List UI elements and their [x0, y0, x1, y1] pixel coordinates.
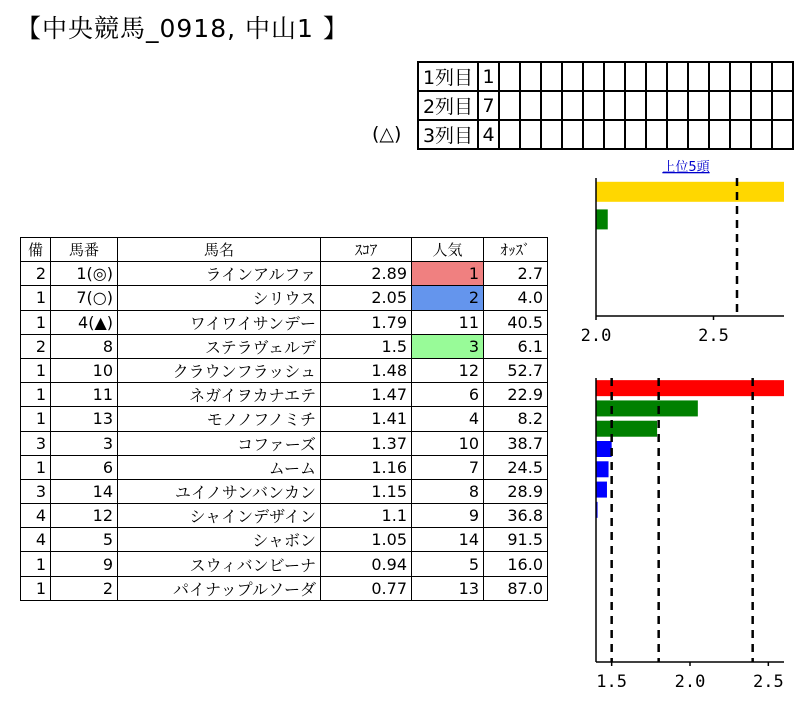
cell-bi: 2 — [21, 262, 51, 286]
cell-name: ラインアルファ — [118, 262, 321, 286]
cell-number: 13 — [51, 407, 118, 431]
cell-name: ネガイヲカナエテ — [118, 383, 321, 407]
pick-label: 1列目 — [418, 62, 478, 91]
cell-bi: 1 — [21, 552, 51, 576]
cell-bi: 1 — [21, 455, 51, 479]
header-score: ｽｺｱ — [321, 238, 412, 262]
cell-popularity: 8 — [412, 479, 484, 503]
cell-popularity: 1 — [412, 262, 484, 286]
cell-popularity: 2 — [412, 286, 484, 310]
cell-popularity: 5 — [412, 552, 484, 576]
header-number: 馬番 — [51, 238, 118, 262]
bar — [596, 421, 657, 437]
header-popularity: 人気 — [412, 238, 484, 262]
header-bi: 備 — [21, 238, 51, 262]
cell-odds: 8.2 — [484, 407, 548, 431]
x-tick-label: 1.5 — [596, 672, 628, 692]
cell-odds: 2.7 — [484, 262, 548, 286]
header-name: 馬名 — [118, 238, 321, 262]
cell-bi: 1 — [21, 407, 51, 431]
cell-number: 4(▲) — [51, 310, 118, 334]
cell-popularity: 12 — [412, 358, 484, 382]
cell-score: 1.79 — [321, 310, 412, 334]
pick-value: 7 — [478, 91, 499, 120]
page-title: 【中央競馬_0918, 中山1 】 — [16, 14, 349, 43]
cell-name: シリウス — [118, 286, 321, 310]
cell-popularity: 10 — [412, 431, 484, 455]
pick-label: 2列目 — [418, 91, 478, 120]
cell-name: シャボン — [118, 528, 321, 552]
cell-popularity: 7 — [412, 455, 484, 479]
cell-score: 1.48 — [321, 358, 412, 382]
cell-number: 10 — [51, 358, 118, 382]
x-tick-label: 2.0 — [580, 326, 612, 346]
cell-score: 1.47 — [321, 383, 412, 407]
cell-bi: 1 — [21, 358, 51, 382]
cell-score: 1.05 — [321, 528, 412, 552]
cell-number: 8 — [51, 334, 118, 358]
cell-popularity: 3 — [412, 334, 484, 358]
cell-name: ワイワイサンデー — [118, 310, 321, 334]
cell-number: 14 — [51, 479, 118, 503]
cell-bi: 2 — [21, 334, 51, 358]
cell-odds: 38.7 — [484, 431, 548, 455]
cell-name: クラウンフラッシュ — [118, 358, 321, 382]
cell-popularity: 6 — [412, 383, 484, 407]
pick-label: 3列目 — [418, 120, 478, 149]
cell-bi: 1 — [21, 576, 51, 600]
cell-bi: 1 — [21, 286, 51, 310]
cell-name: パイナップルソーダ — [118, 576, 321, 600]
cell-score: 1.1 — [321, 504, 412, 528]
pick-value: 4 — [478, 120, 499, 149]
cell-number: 6 — [51, 455, 118, 479]
cell-score: 0.77 — [321, 576, 412, 600]
cell-number: 9 — [51, 552, 118, 576]
bar — [596, 482, 607, 498]
bar — [596, 461, 609, 477]
cell-odds: 87.0 — [484, 576, 548, 600]
cell-bi: 4 — [21, 504, 51, 528]
cell-name: ユイノサンバンカン — [118, 479, 321, 503]
x-tick-label: 2.0 — [674, 672, 706, 692]
cell-odds: 22.9 — [484, 383, 548, 407]
cell-number: 3 — [51, 431, 118, 455]
cell-name: ステラヴェルデ — [118, 334, 321, 358]
cell-score: 2.05 — [321, 286, 412, 310]
cell-odds: 6.1 — [484, 334, 548, 358]
cell-name: コファーズ — [118, 431, 321, 455]
cell-score: 1.16 — [321, 455, 412, 479]
header-odds: ｵｯｽﾞ — [484, 238, 548, 262]
triangle-label: (△) — [372, 123, 402, 145]
cell-odds: 91.5 — [484, 528, 548, 552]
bar — [596, 441, 612, 457]
cell-odds: 28.9 — [484, 479, 548, 503]
x-tick-label: 2.5 — [752, 672, 784, 692]
cell-popularity: 13 — [412, 576, 484, 600]
cell-name: ムーム — [118, 455, 321, 479]
x-tick-label: 2.5 — [698, 326, 729, 346]
cell-number: 7(○) — [51, 286, 118, 310]
cell-name: シャインデザイン — [118, 504, 321, 528]
bar — [596, 380, 784, 396]
cell-score: 1.5 — [321, 334, 412, 358]
cell-popularity: 11 — [412, 310, 484, 334]
cell-score: 0.94 — [321, 552, 412, 576]
cell-score: 1.15 — [321, 479, 412, 503]
cell-odds: 36.8 — [484, 504, 548, 528]
cell-bi: 4 — [21, 528, 51, 552]
cell-number: 1(◎) — [51, 262, 118, 286]
cell-bi: 3 — [21, 479, 51, 503]
cell-popularity: 9 — [412, 504, 484, 528]
cell-number: 2 — [51, 576, 118, 600]
cell-number: 5 — [51, 528, 118, 552]
pick-value: 1 — [478, 62, 499, 91]
cell-bi: 3 — [21, 431, 51, 455]
cell-odds: 24.5 — [484, 455, 548, 479]
cell-popularity: 4 — [412, 407, 484, 431]
cell-odds: 16.0 — [484, 552, 548, 576]
cell-popularity: 14 — [412, 528, 484, 552]
cell-bi: 1 — [21, 383, 51, 407]
cell-bi: 1 — [21, 310, 51, 334]
cell-name: モノノフノミチ — [118, 407, 321, 431]
cell-odds: 40.5 — [484, 310, 548, 334]
cell-name: スウィバンビーナ — [118, 552, 321, 576]
cell-number: 12 — [51, 504, 118, 528]
cell-number: 11 — [51, 383, 118, 407]
cell-score: 2.89 — [321, 262, 412, 286]
cell-odds: 52.7 — [484, 358, 548, 382]
cell-score: 1.37 — [321, 431, 412, 455]
chart-title: 上位5頭 — [662, 160, 710, 175]
cell-odds: 4.0 — [484, 286, 548, 310]
cell-score: 1.41 — [321, 407, 412, 431]
